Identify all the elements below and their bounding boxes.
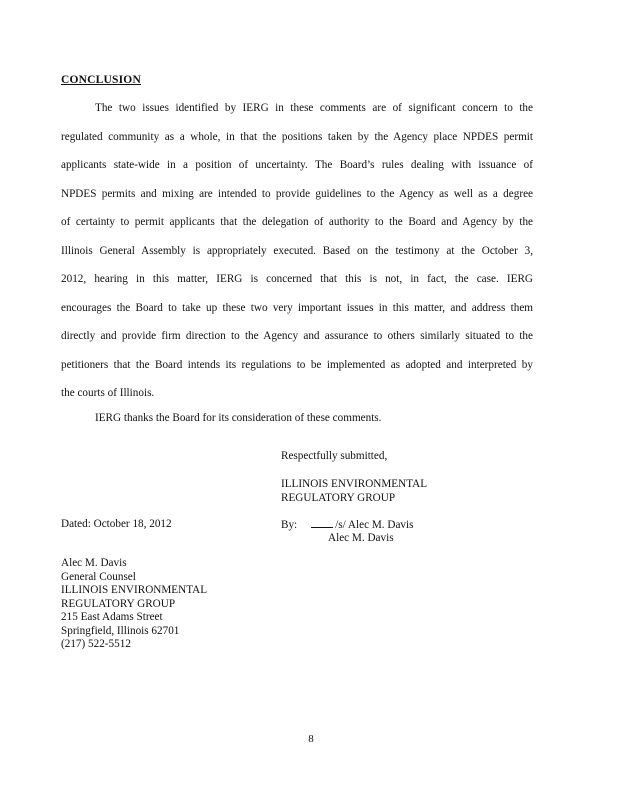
by-label: By: <box>281 519 298 531</box>
paragraph-line: applicants state-wide in a position of uncertainty. The Board’s rules dealing with issuance of <box>61 159 533 171</box>
electronic-signature: /s/ Alec M. Davis <box>335 519 414 531</box>
paragraph-line: The two issues identified by IERG in these comments are of significant concern to the <box>95 102 533 114</box>
paragraph-line: 2012, hearing in this matter, IERG is concerned that this is not, in fact, the case. IERG <box>61 273 533 285</box>
signature-blank <box>311 518 333 528</box>
page-number: 8 <box>308 733 314 745</box>
paragraph-line: directly and provide firm direction to the Agency and assurance to others similarly situated to the <box>61 330 533 342</box>
paragraph-line: regulated community as a whole, in that the positions taken by the Agency place NPDES permit <box>61 130 533 143</box>
contact-org-line: REGULATORY GROUP <box>61 597 176 610</box>
contact-block <box>61 557 207 652</box>
contact-title: General Counsel <box>61 570 136 583</box>
conclusion-paragraph <box>61 94 533 408</box>
contact-name: Alec M. Davis <box>61 557 127 569</box>
signer-name: Alec M. Davis <box>328 532 394 544</box>
paragraph-line: of certainty to permit applicants that the delegation of authority to the Board and Agency by the <box>61 216 533 228</box>
section-heading: CONCLUSION <box>61 74 141 86</box>
org-name-line: ILLINOIS ENVIRONMENTAL <box>281 478 428 490</box>
paragraph-line: petitioners that the Board intends its regulations to be implemented as adopted and interpreted by <box>61 358 533 371</box>
paragraph-line: Illinois General Assembly is appropriately executed. Based on the testimony at the October 3, <box>61 244 533 257</box>
contact-org-line: ILLINOIS ENVIRONMENTAL <box>61 584 208 596</box>
org-name-line: REGULATORY GROUP <box>281 491 396 504</box>
closing-text: Respectfully submitted, <box>281 450 388 462</box>
contact-street: 215 East Adams Street <box>61 611 163 623</box>
paragraph-line: the courts of Illinois. <box>61 387 155 399</box>
thanks-paragraph: IERG thanks the Board for its consideration of these comments. <box>95 412 382 424</box>
paragraph-line: encourages the Board to take up these two very important issues in this matter, and address them <box>61 301 533 314</box>
signatory-organization <box>281 478 427 505</box>
signature-line <box>281 518 413 533</box>
contact-city: Springfield, Illinois 62701 <box>61 624 180 637</box>
contact-phone: (217) 522-5512 <box>61 638 131 650</box>
date-line: Dated: October 18, 2012 <box>61 518 172 530</box>
paragraph-line: NPDES permits and mixing are intended to provide guidelines to the Agency as well as a degree <box>61 187 533 200</box>
